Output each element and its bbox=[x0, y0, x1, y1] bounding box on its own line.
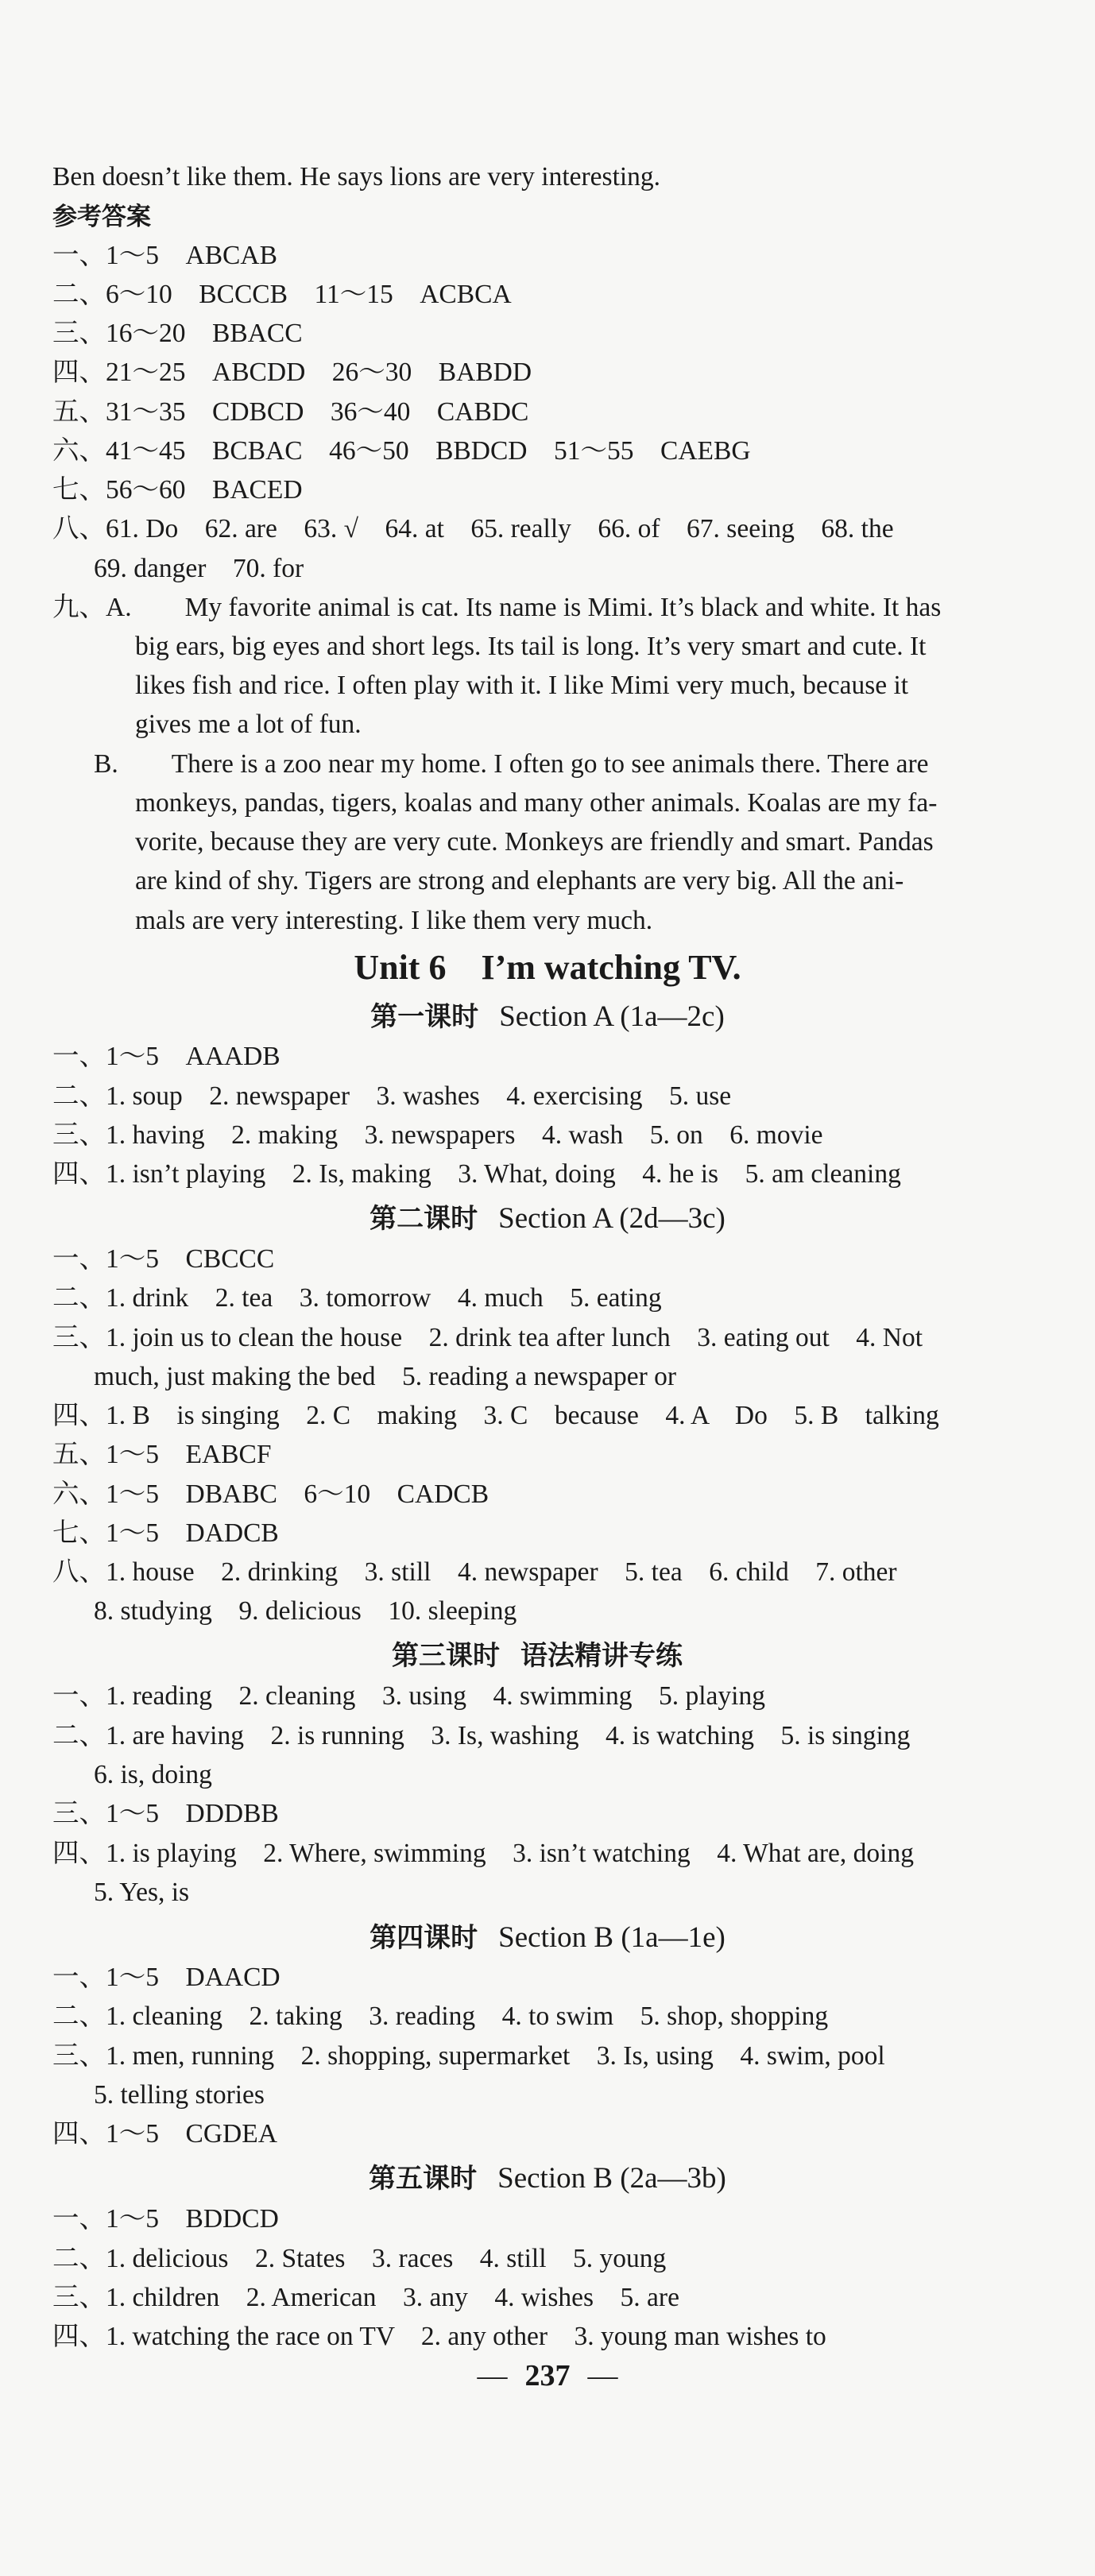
essay-line: monkeys, pandas, tigers, koalas and many other animals. Koalas are my fa- bbox=[135, 788, 938, 818]
essay-line: B. There is a zoo near my home. I often go to see animals there. There are bbox=[94, 749, 929, 779]
answer-line: 三、1. join us to clean the house 2. drink tea after lunch 3. eating out 4. Not bbox=[52, 1323, 923, 1352]
footer-dash: — bbox=[587, 2359, 618, 2392]
lesson-number: 第一课时 bbox=[370, 1001, 479, 1033]
answer-line: 七、56～60 BACED bbox=[52, 475, 303, 505]
lesson-section: Section A (1a—2c) bbox=[499, 1000, 725, 1033]
lesson-heading bbox=[0, 1634, 1095, 1678]
answer-line: 四、1～5 CGDEA bbox=[52, 2119, 277, 2149]
lesson-number: 第三课时 bbox=[392, 1640, 500, 1672]
page-number-footer bbox=[0, 2358, 1095, 2393]
answer-line: 四、1. is playing 2. Where, swimming 3. isn’t watching 4. What are, doing bbox=[52, 1839, 914, 1868]
answer-line: 三、1. men, running 2. shopping, supermarket 3. Is, using 4. swim, pool bbox=[52, 2041, 885, 2071]
answer-line: 二、1. soup 2. newspaper 3. washes 4. exercising 5. use bbox=[52, 1081, 732, 1111]
lesson-number: 第五课时 bbox=[369, 2163, 478, 2195]
answer-line: 三、16～20 BBACC bbox=[52, 319, 303, 348]
answer-line: 69. danger 70. for bbox=[94, 554, 304, 583]
answer-line: 五、1～5 EABCF bbox=[52, 1440, 272, 1469]
lesson-number: 第四课时 bbox=[370, 1922, 478, 1954]
answer-line: 四、1. watching the race on TV 2. any other 3. young man wishes to bbox=[52, 2322, 826, 2351]
answer-line: much, just making the bed 5. reading a newspaper or bbox=[94, 1362, 677, 1391]
lesson-number: 第二课时 bbox=[370, 1203, 478, 1235]
answer-line: 二、1. delicious 2. States 3. races 4. still 5. young bbox=[52, 2244, 667, 2273]
essay-line: likes fish and rice. I often play with it. I like Mimi very much, because it bbox=[135, 671, 909, 700]
answer-line: 二、1. cleaning 2. taking 3. reading 4. to swim 5. shop, shopping bbox=[52, 2002, 829, 2031]
answer-line: 一、1～5 AAADB bbox=[52, 1042, 281, 1071]
answer-line: 六、1～5 DBABC 6～10 CADCB bbox=[52, 1479, 489, 1509]
answer-line: 5. Yes, is bbox=[94, 1878, 190, 1907]
lesson-section: Section A (2d—3c) bbox=[498, 1202, 725, 1235]
answer-line: 四、1. isn’t playing 2. Is, making 3. What, doing 4. he is 5. am cleaning bbox=[52, 1159, 901, 1189]
answer-line: 一、1～5 DAACD bbox=[52, 1963, 281, 1992]
lesson-section: 语法精讲专练 bbox=[520, 1640, 683, 1672]
answer-line: 三、1～5 DDDBB bbox=[52, 1799, 279, 1828]
answer-line: 5. telling stories bbox=[94, 2080, 265, 2110]
unit-title: Unit 6 I’m watching TV. bbox=[354, 948, 741, 987]
answer-line: 二、1. drink 2. tea 3. tomorrow 4. much 5. eating bbox=[52, 1283, 662, 1313]
lesson-section: Section B (1a—1e) bbox=[498, 1921, 725, 1954]
answer-line: 五、31～35 CDBCD 36～40 CABDC bbox=[52, 397, 529, 427]
lesson-heading bbox=[0, 1916, 1095, 1960]
essay-line: gives me a lot of fun. bbox=[135, 710, 362, 739]
answer-line: 三、1. having 2. making 3. newspapers 4. wash 5. on 6. movie bbox=[52, 1120, 823, 1150]
essay-line: are kind of shy. Tigers are strong and elephants are very big. All the ani- bbox=[135, 866, 904, 895]
answer-line: 四、21～25 ABCDD 26～30 BABDD bbox=[52, 358, 532, 387]
answer-line: 一、1. reading 2. cleaning 3. using 4. swimming 5. playing bbox=[52, 1681, 765, 1711]
page-number: 237 bbox=[524, 2359, 571, 2392]
lesson-heading bbox=[0, 995, 1095, 1039]
answer-line: 二、6～10 BCCCB 11～15 ACBCA bbox=[52, 280, 512, 309]
answer-line: 6. is, doing bbox=[94, 1760, 212, 1789]
answer-line: 8. studying 9. delicious 10. sleeping bbox=[94, 1596, 517, 1626]
answer-line: 一、1～5 ABCAB bbox=[52, 241, 277, 270]
section-title-answers: 参考答案 bbox=[52, 203, 151, 231]
answer-line: 六、41～45 BCBAC 46～50 BBDCD 51～55 CAEBG bbox=[52, 436, 751, 466]
essay-line: 九、A. My favorite animal is cat. Its name is Mimi. It’s black and white. It has bbox=[52, 593, 942, 622]
answer-line: 七、1～5 DADCB bbox=[52, 1518, 279, 1548]
answer-line: 二、1. are having 2. is running 3. Is, washing 4. is watching 5. is singing bbox=[52, 1721, 911, 1750]
text-line: Ben doesn’t like them. He says lions are very interesting. bbox=[52, 162, 661, 191]
lesson-section: Section B (2a—3b) bbox=[497, 2162, 726, 2195]
answer-line: 三、1. children 2. American 3. any 4. wishes 5. are bbox=[52, 2283, 679, 2312]
lesson-heading bbox=[0, 1197, 1095, 1241]
essay-line: mals are very interesting. I like them very much. bbox=[135, 906, 653, 935]
essay-line: big ears, big eyes and short legs. Its tail is long. It’s very smart and cute. It bbox=[135, 632, 927, 661]
answer-line: 四、1. B is singing 2. C making 3. C because 4. A Do 5. B talking bbox=[52, 1401, 939, 1430]
essay-line: vorite, because they are very cute. Monkeys are friendly and smart. Pandas bbox=[135, 827, 934, 857]
answer-line: 一、1～5 CBCCC bbox=[52, 1244, 275, 1274]
answer-line: 八、1. house 2. drinking 3. still 4. newspaper 5. tea 6. child 7. other bbox=[52, 1557, 897, 1587]
footer-dash: — bbox=[477, 2359, 508, 2392]
lesson-heading bbox=[0, 2156, 1095, 2201]
answer-line: 八、61. Do 62. are 63. √ 64. at 65. really 66. of 67. seeing 68. the bbox=[52, 514, 894, 543]
answer-line: 一、1～5 BDDCD bbox=[52, 2204, 279, 2234]
